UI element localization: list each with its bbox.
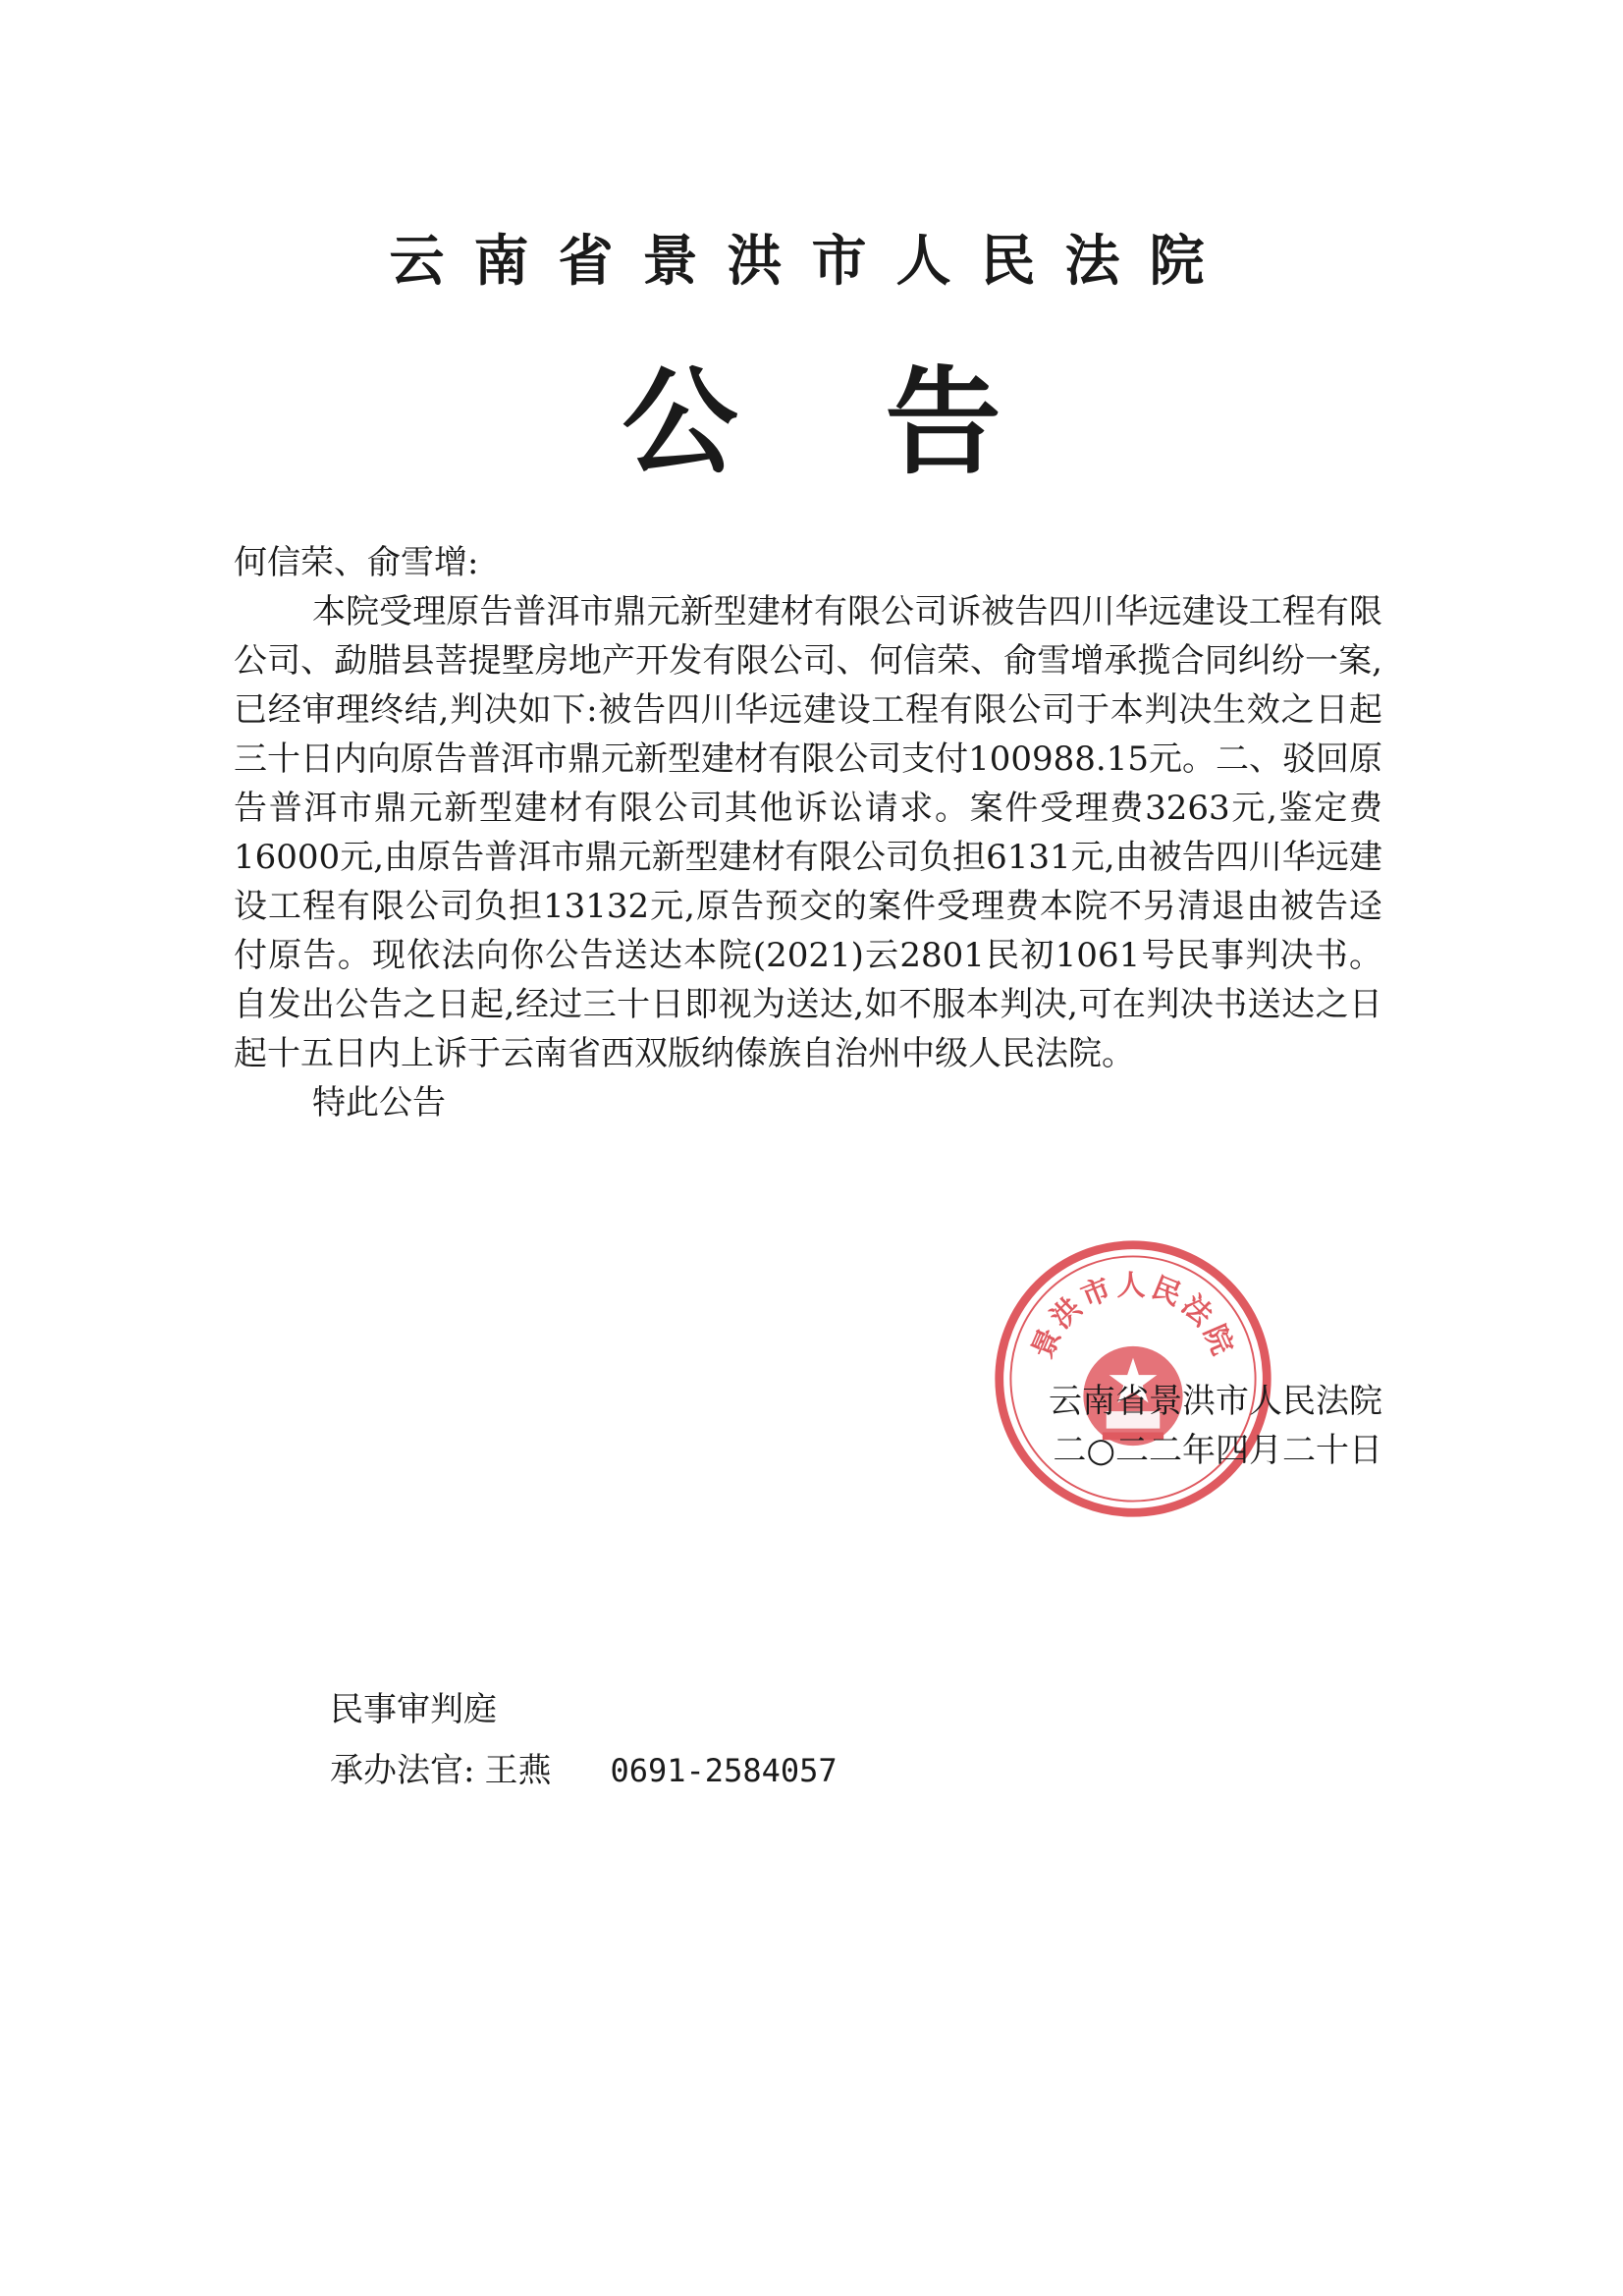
- judge-phone: 0691-2584057: [610, 1752, 838, 1789]
- signing-date: 二○二二年四月二十日: [1053, 1431, 1382, 1470]
- judge-contact: [330, 1740, 838, 1801]
- contact-footer: [330, 1679, 838, 1801]
- notice-body: [234, 538, 1382, 1127]
- court-title: 云南省景洪市人民法院: [389, 230, 1234, 294]
- signing-court: 云南省景洪市人民法院: [1049, 1382, 1382, 1421]
- closing-line: 特此公告: [312, 1083, 446, 1122]
- judge-label: 承办法官:: [330, 1751, 475, 1790]
- addressee: 何信荣、俞雪增:: [234, 543, 479, 582]
- notice-paragraph: 本院受理原告普洱市鼎元新型建材有限公司诉被告四川华远建设工程有限公司、勐腊县菩提墅房地产开发有限公司、何信荣、俞雪增承揽合同纠纷一案,已经审理终结,判决如下:被告四川华远建设工程有限公司于本判决生效之日起三十日内向原告普洱市鼎元新型建材有限公司支付100988.15元。二、驳回原告普洱市鼎元新型建材有限公司其他诉讼请求。案件受理费3263元,鉴定费16000元,由原告普洱市鼎元新型建材有限公司负担6131元,由被告四川华远建设工程有限公司负担13132元,原告预交的案件受理费本院不另清退由被告迳付原告。现依法向你公告送达本院(2021)云2801民初1061号民事判决书。自发出公告之日起,经过三十日即视为送达,如不服本判决,可在判决书送达之日起十五日内上诉于云南省西双版纳傣族自治州中级人民法院。: [234, 592, 1382, 1073]
- judge-name: 王燕: [484, 1751, 552, 1790]
- seal-text: 景洪市人民法院: [1025, 1268, 1241, 1363]
- department-label: 民事审判庭: [330, 1690, 497, 1729]
- document-title: 公告: [622, 355, 1149, 490]
- signature-block: [1049, 1377, 1382, 1475]
